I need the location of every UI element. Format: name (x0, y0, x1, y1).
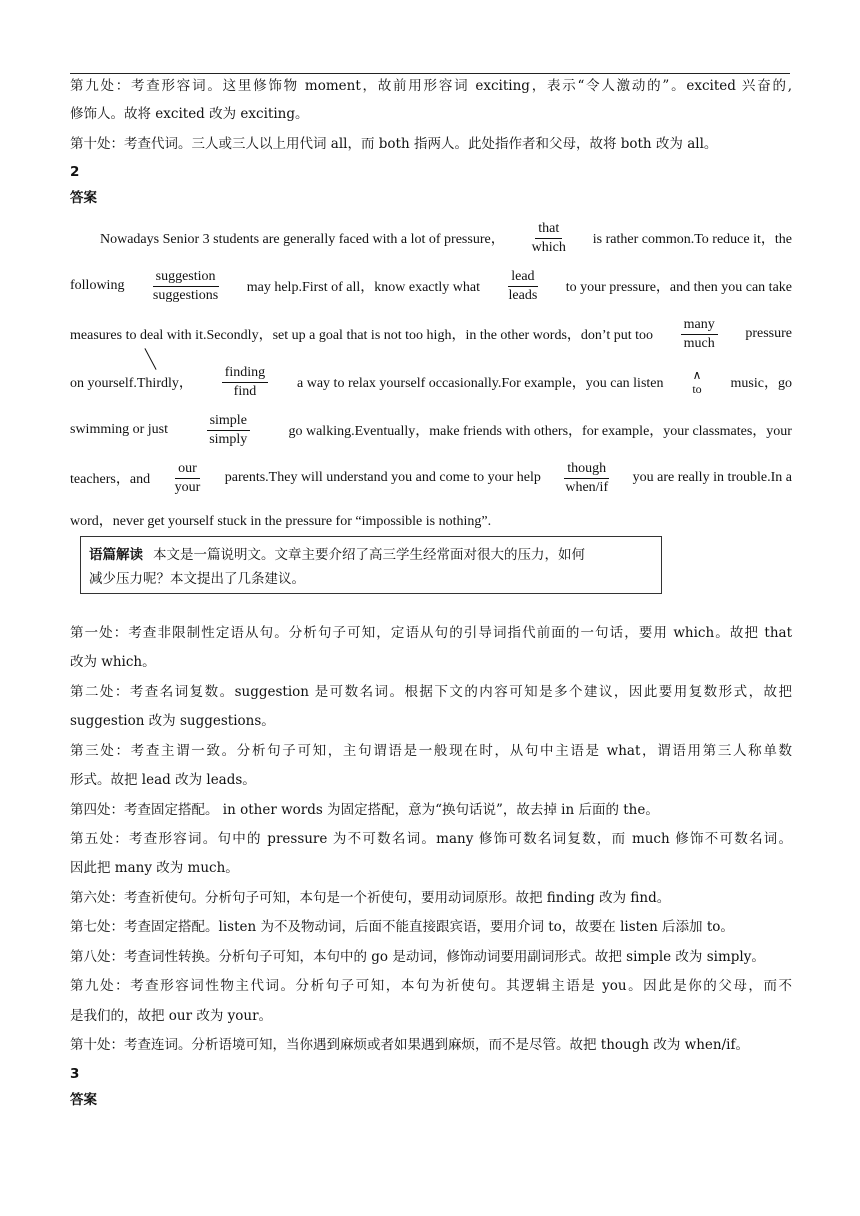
note-line: 第七处：考查固定搭配。listen 为不及物动词，后面不能直接跟宾语，要用介词 to，故要在 listen 后添加 to。 (70, 919, 734, 935)
note-line: 第十处：考查连词。分析语境可知，当你遇到麻烦或者如果遇到麻烦，而不是尽管。故把 though 改为 when/if。 (70, 1037, 749, 1053)
passage-line-5 (70, 406, 792, 454)
passage-line-6 (70, 454, 792, 502)
reading-summary-line-2: 减少压力呢？本文提出了几条建议。 (89, 571, 305, 587)
corrected-passage (70, 214, 792, 538)
original-word: finding (222, 364, 268, 383)
passage-text: parents.They will understand you and come to your help (224, 470, 541, 485)
original-word: many (681, 316, 718, 335)
corrected-word: when/if (565, 479, 609, 495)
inserted-word: to (692, 382, 702, 396)
passage-text: measures to deal with it.Secondly，set up a goal that is not too high，in the other words，don’t put too (70, 328, 653, 343)
original-word: that (535, 220, 562, 239)
note-line: suggestion 改为 suggestions。 (70, 713, 275, 729)
correction-that-which (529, 220, 569, 257)
passage-line-4 (70, 358, 792, 406)
note-line: 第一处：考查非限制性定语从句。分析句子可知，定语从句的引导词指代前面的一句话，要用 which。故把 that (70, 625, 792, 641)
note-line: 第四处：考查固定搭配。 in other words 为固定搭配，意为“换句话说”，故去掉 in 后面的 the。 (70, 802, 659, 818)
answer-label-2: 答案 (70, 190, 97, 206)
corrected-word: find (233, 383, 257, 399)
passage-text: swimming or just (70, 422, 169, 437)
correction-suggestion (150, 268, 221, 305)
correction-finding (222, 364, 268, 401)
passage-line-3 (70, 310, 792, 358)
original-word: suggestion (153, 268, 219, 287)
note-line: 形式。故把 lead 改为 leads。 (70, 772, 256, 788)
corrected-word: your (174, 479, 201, 495)
note-line: 改为 which。 (70, 654, 156, 670)
corrected-word: which (531, 239, 566, 255)
note-line: 第二处：考查名词复数。suggestion 是可数名词。根据下文的内容可知是多个建议，因此要用复数形式，故把 (70, 684, 792, 700)
passage-text: Nowadays Senior 3 students are generally faced with a lot of pressure， (100, 232, 505, 247)
passage-text: is rather common.To reduce it，the (592, 232, 792, 247)
passage-text: music，go (730, 376, 792, 391)
passage-text: a way to relax yourself occasionally.For example，you can listen (297, 376, 664, 391)
note-line: 第三处：考查主谓一致。分析句子可知，主句谓语是一般现在时，从句中主语是 what，谓语用第三人称单数 (70, 743, 792, 759)
correction-our (172, 460, 204, 497)
insertion-mark-to (692, 368, 701, 396)
original-word: lead (508, 268, 537, 287)
passage-line-1 (70, 214, 792, 262)
correction-simple (206, 412, 250, 449)
reading-summary-tag: 语篇解读 (89, 547, 143, 563)
reading-summary-line-1: 本文是一篇说明文。文章主要介绍了高三学生经常面对很大的压力，如何 (153, 547, 585, 563)
passage-text: you are really in trouble.In a (632, 470, 792, 485)
corrected-word: leads (508, 287, 538, 303)
note-line: 是我们的，故把 our 改为 your。 (70, 1008, 273, 1024)
original-word: simple (207, 412, 250, 431)
correction-many (681, 316, 718, 353)
passage-text: teachers，and (70, 472, 151, 487)
note-line: 第九处：考查形容词性物主代词。分析句子可知，本句为祈使句。其逻辑主语是 you。因此是你的父母，而不 (70, 978, 792, 994)
note-item-9-line-1: 第九处：考查形容词。这里修饰物 moment，故前用形容词 exciting，表示“令人激动的”。excited 兴奋的, (70, 78, 792, 94)
passage-text: go walking.Eventually，make friends with others，for example，your classmates，your (288, 424, 792, 439)
question-number-3: 3 (70, 1066, 80, 1082)
corrected-word: simply (209, 431, 248, 447)
note-line: 第五处：考查形容词。句中的 pressure 为不可数名词。many 修饰可数名词复数，而 much 修饰不可数名词。 (70, 831, 792, 847)
caret-icon: ∧ (692, 368, 702, 382)
correction-lead (506, 268, 541, 305)
passage-text: word，never get yourself stuck in the pressure for “impossible is nothing”. (70, 514, 492, 529)
passage-text: pressure (745, 326, 792, 341)
passage-line-2 (70, 262, 792, 310)
note-item-9-line-2: 修饰人。故将 excited 改为 exciting。 (70, 106, 309, 122)
correction-though (562, 460, 611, 497)
original-word: our (175, 460, 200, 479)
question-number-2: 2 (70, 164, 80, 180)
note-line: 第六处：考查祈使句。分析句子可知，本句是一个祈使句，要用动词原形。故把 finding 改为 find。 (70, 890, 671, 906)
note-line: 因此把 many 改为 much。 (70, 860, 239, 876)
passage-line-7 (70, 502, 792, 538)
passage-text: on yourself.Thirdly， (70, 376, 193, 391)
note-item-10: 第十处：考查代词。三人或三人以上用代词 all，而 both 指两人。此处指作者和父母，故将 both 改为 all。 (70, 136, 718, 152)
corrected-word: suggestions (152, 287, 219, 303)
reading-summary-box (80, 536, 662, 594)
note-line: 第八处：考查词性转换。分析句子可知，本句中的 go 是动词，修饰动词要用副词形式。故把 simple 改为 simply。 (70, 949, 765, 965)
original-word: though (564, 460, 609, 479)
top-rule (70, 73, 790, 74)
corrected-word: much (683, 335, 715, 351)
passage-text: following (70, 278, 125, 293)
passage-text: to your pressure，and then you can take (565, 280, 792, 295)
passage-text: may help.First of all，know exactly what (246, 280, 481, 295)
answer-label-3: 答案 (70, 1092, 97, 1108)
